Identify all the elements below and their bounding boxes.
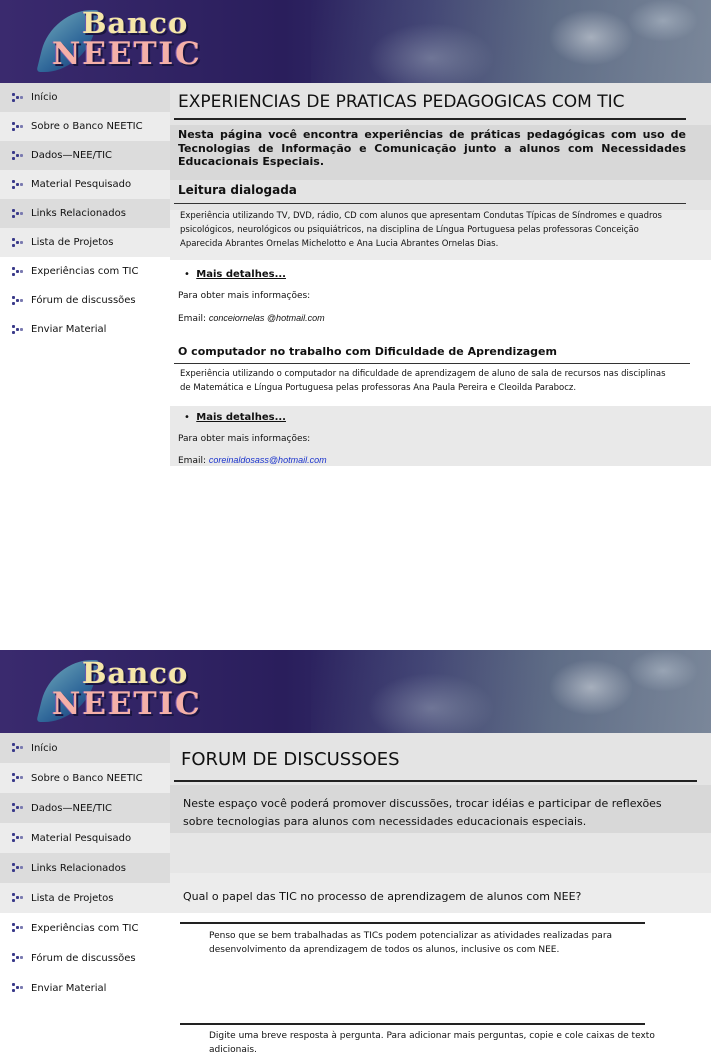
bullet-icon <box>12 743 24 753</box>
title-divider <box>174 780 697 782</box>
logo-word-neetic: NEETIC <box>52 36 202 72</box>
sidebar-nav <box>0 83 170 344</box>
intro-text: Nesta página você encontra experiências de práticas pedagógicas com uso de Tecnologias de Informação e Comunicação junto a alunos com Necessidades Educacionais Especiais. <box>178 128 686 168</box>
forum-question: Qual o papel das TIC no processo de aprendizagem de alunos com NEE? <box>183 890 582 903</box>
nav-item-enviar[interactable] <box>0 315 170 344</box>
bullet-icon <box>12 833 24 843</box>
bullet-icon <box>12 953 24 963</box>
nav-item-experiencias[interactable] <box>0 913 170 943</box>
heading-divider <box>174 203 686 204</box>
nav-label: Lista de Projetos <box>31 892 114 904</box>
bullet-icon <box>12 267 24 277</box>
bullet-icon <box>12 122 24 132</box>
answer-top-rule <box>180 922 645 924</box>
bullet-icon <box>12 180 24 190</box>
nav-item-experiencias[interactable] <box>0 257 170 286</box>
details-link[interactable]: Mais detalhes... <box>196 269 286 280</box>
answer-text[interactable]: Penso que se bem trabalhadas as TICs podem potencializar as atividades realizadas para desenvolvimento da aprendizagem de todos os alunos, inclusive os com NEE. <box>209 931 613 955</box>
bullet-icon <box>12 773 24 783</box>
logo-word-banco: Banco <box>82 6 189 40</box>
bullet-icon <box>12 863 24 873</box>
nav-item-dados[interactable] <box>0 141 170 170</box>
bullet-icon <box>12 983 24 993</box>
nav-label: Sobre o Banco NEETIC <box>31 772 143 784</box>
page-title: FORUM DE DISCUSSOES <box>181 749 400 770</box>
contact-label: Para obter mais informações: <box>178 434 311 444</box>
nav-label: Links Relacionados <box>31 208 126 219</box>
site-banner <box>0 650 711 733</box>
nav-label: Fórum de discussões <box>31 952 136 964</box>
nav-item-inicio[interactable] <box>0 733 170 763</box>
bullet-icon <box>12 151 24 161</box>
nav-label: Início <box>31 742 58 754</box>
title-divider <box>174 118 686 120</box>
nav-label: Enviar Material <box>31 324 107 335</box>
bullet-icon <box>12 893 24 903</box>
students-photo <box>311 0 711 83</box>
bullet-icon <box>12 209 24 219</box>
nav-item-links[interactable] <box>0 853 170 883</box>
nav-item-sobre[interactable] <box>0 763 170 793</box>
bullet-icon <box>12 325 24 335</box>
experience-heading: O computador no trabalho com Dificuldade de Aprendizagem <box>178 345 557 358</box>
nav-label: Dados—NEE/TIC <box>31 150 113 161</box>
nav-label: Material Pesquisado <box>31 832 132 844</box>
email-row <box>178 313 325 324</box>
experience-description: Experiência utilizando o computador na dificuldade de aprendizagem de aluno de sala de recursos nas disciplinas de Matemática e Língua Portuguesa pelas professoras Ana Paula Pereira e Cleoilda Parabocz. <box>180 369 666 393</box>
nav-label: Experiências com TIC <box>31 266 139 277</box>
spacer-band <box>170 833 711 873</box>
page-title: EXPERIENCIAS DE PRATICAS PEDAGOGICAS COM TIC <box>178 92 625 112</box>
email-row <box>178 455 327 466</box>
main-content <box>170 83 711 466</box>
answer-input-prompt[interactable]: Digite uma breve resposta à pergunta. Para adicionar mais perguntas, copie e cole caixas de texto adicionais. <box>209 1031 655 1055</box>
students-photo <box>311 650 711 733</box>
nav-label: Enviar Material <box>31 982 107 994</box>
bullet-icon <box>12 93 24 103</box>
nav-item-forum[interactable] <box>0 943 170 973</box>
details-link[interactable]: Mais detalhes... <box>196 412 286 423</box>
nav-item-material[interactable] <box>0 170 170 199</box>
experiences-page <box>0 0 711 466</box>
details-item <box>184 412 286 423</box>
nav-label: Dados—NEE/TIC <box>31 802 113 814</box>
nav-item-forum[interactable] <box>0 286 170 315</box>
bullet-icon <box>12 923 24 933</box>
nav-item-sobre[interactable] <box>0 112 170 141</box>
experience-description: Experiência utilizando TV, DVD, rádio, CD com alunos que apresentam Condutas Típicas de Síndromes e quadros psicológicos, neurológicos ou psiquiátricos, na disciplina de Língua Portuguesa pelas professoras Conceição Aparecida Abrantes Ornelas Michelotto e Ana Lucia Abrantes Ornelas Dias. <box>180 211 662 249</box>
nav-item-links[interactable] <box>0 199 170 228</box>
nav-label: Fórum de discussões <box>31 295 136 306</box>
main-content <box>170 733 711 1059</box>
site-banner <box>0 0 711 83</box>
nav-item-projetos[interactable] <box>0 883 170 913</box>
nav-item-projetos[interactable] <box>0 228 170 257</box>
logo-word-banco: Banco <box>82 656 189 690</box>
nav-label: Material Pesquisado <box>31 179 132 190</box>
nav-item-enviar[interactable] <box>0 973 170 1003</box>
details-item <box>184 269 286 280</box>
nav-label: Links Relacionados <box>31 862 126 874</box>
nav-item-inicio[interactable] <box>0 83 170 112</box>
nav-item-material[interactable] <box>0 823 170 853</box>
sidebar-nav <box>0 733 170 1003</box>
contact-label: Para obter mais informações: <box>178 291 311 301</box>
bullet-icon <box>12 296 24 306</box>
site-logo[interactable] <box>44 654 264 728</box>
bullet-dot-icon: • <box>184 412 190 423</box>
intro-text: Neste espaço você poderá promover discussões, trocar idéias e participar de reflexões sobre tecnologias para alunos com necessidades educacionais especiais. <box>183 797 662 828</box>
prompt-top-rule <box>180 1023 645 1025</box>
nav-label: Início <box>31 92 58 103</box>
site-logo[interactable] <box>44 4 264 78</box>
bullet-dot-icon: • <box>184 269 190 280</box>
email-label: Email: <box>178 314 207 324</box>
experience-heading: Leitura dialogada <box>178 183 297 197</box>
bullet-icon <box>12 803 24 813</box>
nav-label: Lista de Projetos <box>31 237 114 248</box>
email-address[interactable]: conceiornelas @hotmail.com <box>208 313 325 323</box>
logo-word-neetic: NEETIC <box>52 686 202 722</box>
heading-divider <box>174 363 690 364</box>
bullet-icon <box>12 238 24 248</box>
email-label: Email: <box>178 456 207 466</box>
forum-page <box>0 650 711 1059</box>
nav-label: Sobre o Banco NEETIC <box>31 121 143 132</box>
email-address[interactable]: coreinaldosass@hotmail.com <box>208 455 327 465</box>
nav-item-dados[interactable] <box>0 793 170 823</box>
nav-label: Experiências com TIC <box>31 922 139 934</box>
